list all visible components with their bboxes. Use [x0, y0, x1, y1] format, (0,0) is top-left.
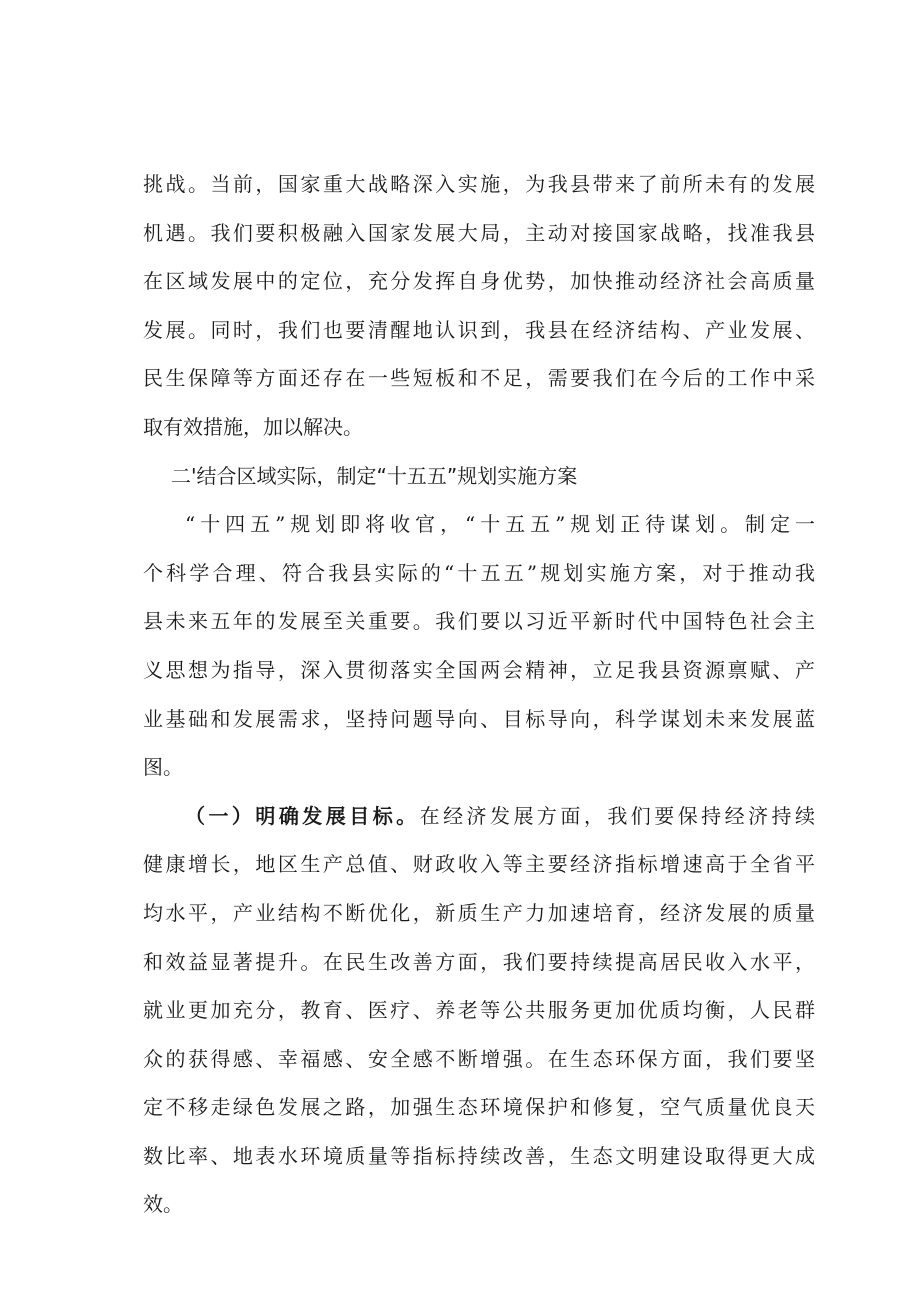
text-line-with-lead: [143, 792, 815, 841]
text-span: 在经济发展方面，我们要保持经济持续: [419, 803, 816, 828]
text-line: 发展。同时，我们也要清醒地认识到，我县在经济结构、产业发展、: [143, 317, 815, 342]
text-line: 在区域发展中的定位，充分发挥自身优势，加快推动经济社会高质量: [143, 269, 815, 294]
paragraph-plan: [143, 500, 815, 792]
text-line: 取有效措施，加以解决。: [143, 414, 363, 439]
text-line: 县未来五年的发展至关重要。我们要以习近平新时代中国特色社会主: [143, 609, 815, 634]
text-line: 个科学合理、符合我县实际的“十五五”规划实施方案，对于推动我: [143, 560, 815, 585]
text-line: 众的获得感、幸福感、安全感不断增强。在生态环保方面，我们要坚: [143, 1046, 815, 1071]
text-line: 机遇。我们要积极融入国家发展大局，主动对接国家战略，找准我县: [143, 220, 815, 245]
text-line: 图。: [143, 755, 183, 780]
text-line: 义思想为指导，深入贯彻落实全国两会精神，立足我县资源禀赋、产: [143, 657, 815, 682]
section-heading: 二'结合区域实际，制定“十五五”规划实施方案: [171, 463, 578, 488]
text-line: 和效益显著提升。在民生改善方面，我们要持续提高居民收入水平，: [143, 949, 815, 974]
text-line: 健康增长，地区生产总值、财政收入等主要经济指标增速高于全省平: [143, 852, 815, 877]
text-line: 均水平，产业结构不断优化，新质生产力加速培育，经济发展的质量: [143, 900, 815, 925]
text-line: 定不移走绿色发展之路，加强生态环境保护和修复，空气质量优良天: [143, 1095, 815, 1120]
text-line: 数比率、地表水环境质量等指标持续改善，生态文明建设取得更大成: [143, 1143, 815, 1168]
text-line: 挑战。当前，国家重大战略深入实施，为我县带来了前所未有的发展: [143, 172, 815, 196]
subsection-title: （一）明确发展目标。: [185, 803, 420, 828]
text-line: 业基础和发展需求，坚持问题导向、目标导向，科学谋划未来发展蓝: [143, 706, 815, 731]
text-line: 效。: [143, 1192, 183, 1217]
text-line: 就业更加充分，教育、医疗、养老等公共服务更加优质均衡，人民群: [143, 998, 815, 1023]
text-line: 民生保障等方面还存在一些短板和不足，需要我们在今后的工作中采: [143, 366, 815, 391]
document-body: [143, 160, 815, 1229]
paragraph-challenges: [143, 160, 815, 452]
paragraph-goals: [143, 792, 815, 1229]
text-line: “十四五”规划即将收官，“十五五”规划正待谋划。制定一: [185, 512, 815, 537]
